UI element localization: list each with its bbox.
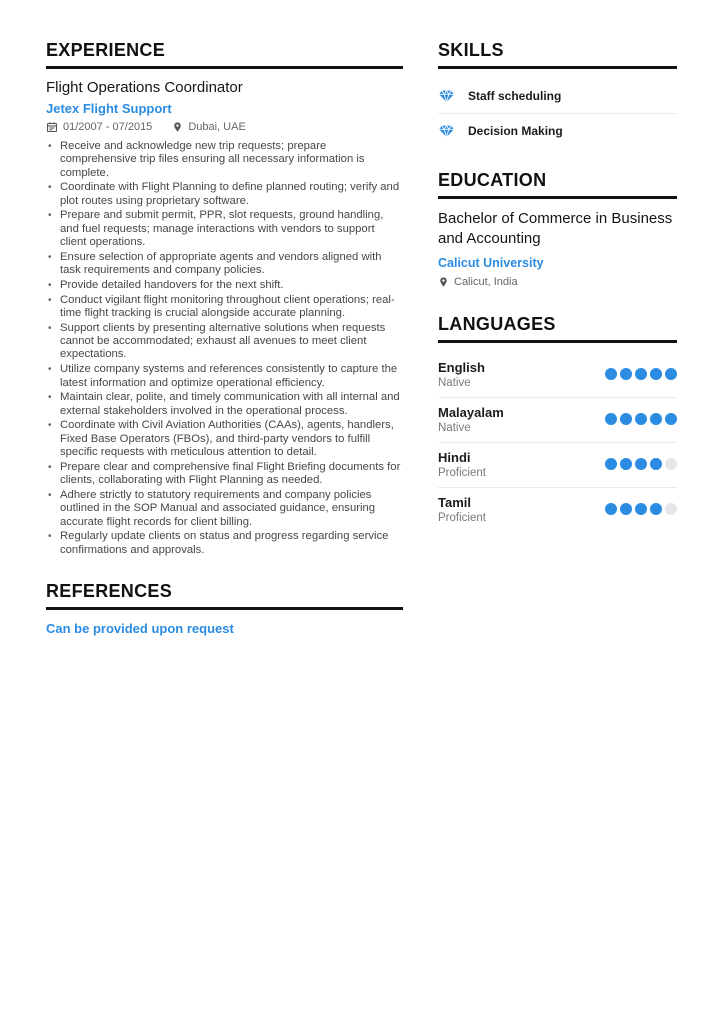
language-level-dot [605,413,618,426]
language-level-dot [650,503,663,516]
language-level-dot [635,368,648,381]
experience-bullet: • Maintain clear, polite, and timely communication with all internal and external stakeholders involved in the operational process. [46,391,403,418]
experience-bullet: • Prepare clear and comprehensive final Flight Briefing documents for clients, collaborating with Flight Planning as needed. [46,461,403,488]
references-note: Can be provided upon request [46,620,234,636]
experience-bullet: • Provide detailed handovers for the next shift. [46,279,403,292]
skill-label: Decision Making [468,124,563,138]
language-level-dots [605,458,678,471]
education-heading: EDUCATION [438,170,677,199]
language-item [438,398,677,443]
language-level-dot [665,368,678,381]
language-level-dot [650,458,663,471]
language-level-dot [605,503,618,516]
language-level-dot [665,503,678,516]
right-column [438,40,677,556]
skill-label: Staff scheduling [468,89,562,103]
skill-item [438,79,677,114]
language-level-dots [605,413,678,426]
job-meta-row [46,121,403,133]
language-level-dot [605,458,618,471]
language-text [438,405,504,434]
language-level: Native [438,376,471,389]
date-range-label: 01/2007 - 07/2015 [63,121,153,133]
language-level: Native [438,421,471,434]
language-name: Malayalam [438,404,504,420]
job-location-label: Dubai, UAE [188,121,246,133]
location-pin-icon [172,121,183,133]
school-name: Calicut University [438,255,544,270]
language-level: Proficient [438,511,486,524]
location-pin-icon [438,276,449,288]
experience-bullet: • Conduct vigilant flight monitoring throughout client operations; real-time flight tracking is crucial alongside accurate planning. [46,294,403,321]
experience-bullet: • Receive and acknowledge new trip requests; prepare comprehensive trip files ensuring all necessary information is complete. [46,140,403,180]
languages-section [438,314,677,532]
left-column [46,40,403,660]
language-text [438,360,485,389]
language-name: Tamil [438,494,471,510]
language-text [438,450,486,479]
experience-bullet: • Coordinate with Flight Planning to define planned routing; verify and plot routes using proprietary software. [46,181,403,208]
experience-bullet: • Regularly update clients on status and progress regarding service confirmations and approvals. [46,530,403,557]
language-level-dot [635,458,648,471]
experience-bullet: • Utilize company systems and references consistently to capture the latest information and optimize operational efficiency. [46,363,403,390]
language-level-dot [665,458,678,471]
language-level-dot [620,503,633,516]
language-item [438,443,677,488]
language-level-dot [620,413,633,426]
language-name: Hindi [438,449,471,465]
language-level-dot [620,368,633,381]
experience-bullet: • Adhere strictly to statutory requirements and company policies outlined in the SOP Manual and associated guidance, ensuring accurate flight records for client billing. [46,489,403,529]
calendar-icon [46,121,58,133]
gem-icon [438,123,455,139]
language-level-dot [635,413,648,426]
references-section [46,581,403,636]
company-name: Jetex Flight Support [46,101,172,116]
references-heading: REFERENCES [46,581,403,610]
language-level-dot [650,413,663,426]
language-level-dots [605,368,678,381]
education-section [438,170,677,288]
language-text [438,495,486,524]
degree-title: Bachelor of Commerce in Business and Accounting [438,210,673,248]
experience-bullet: • Coordinate with Civil Aviation Authorities (CAAs), agents, handlers, Fixed Base Operators (FBOs), and third-party vendors to fulfill specific requests with meticulous attention to detail. [46,419,403,459]
language-item [438,488,677,532]
experience-bullet: • Ensure selection of appropriate agents and vendors aligned with task requirements and company policies. [46,251,403,278]
education-location [438,276,677,288]
skill-item [438,114,677,148]
skills-section [438,40,677,148]
job-title: Flight Operations Coordinator [46,79,243,96]
language-name: English [438,359,485,375]
experience-bullet: • Prepare and submit permit, PPR, slot requests, ground handling, and fuel requests; manage interactions with vendors to support client operations. [46,209,403,249]
language-item [438,353,677,398]
language-level-dot [605,368,618,381]
language-level: Proficient [438,466,486,479]
experience-heading: EXPERIENCE [46,40,403,69]
date-range [46,121,152,133]
experience-bullet: • Support clients by presenting alternative solutions when requests cannot be accommodated; exhaust all avenues to meet client expectations. [46,322,403,362]
experience-bullet-list [46,140,403,557]
gem-icon [438,88,455,104]
language-level-dot [665,413,678,426]
language-level-dot [620,458,633,471]
experience-section [46,40,403,557]
language-level-dot [635,503,648,516]
language-level-dot [650,368,663,381]
languages-heading: LANGUAGES [438,314,677,343]
skills-heading: SKILLS [438,40,677,69]
job-location [172,121,245,133]
language-level-dots [605,503,678,516]
education-location-label: Calicut, India [454,275,518,288]
